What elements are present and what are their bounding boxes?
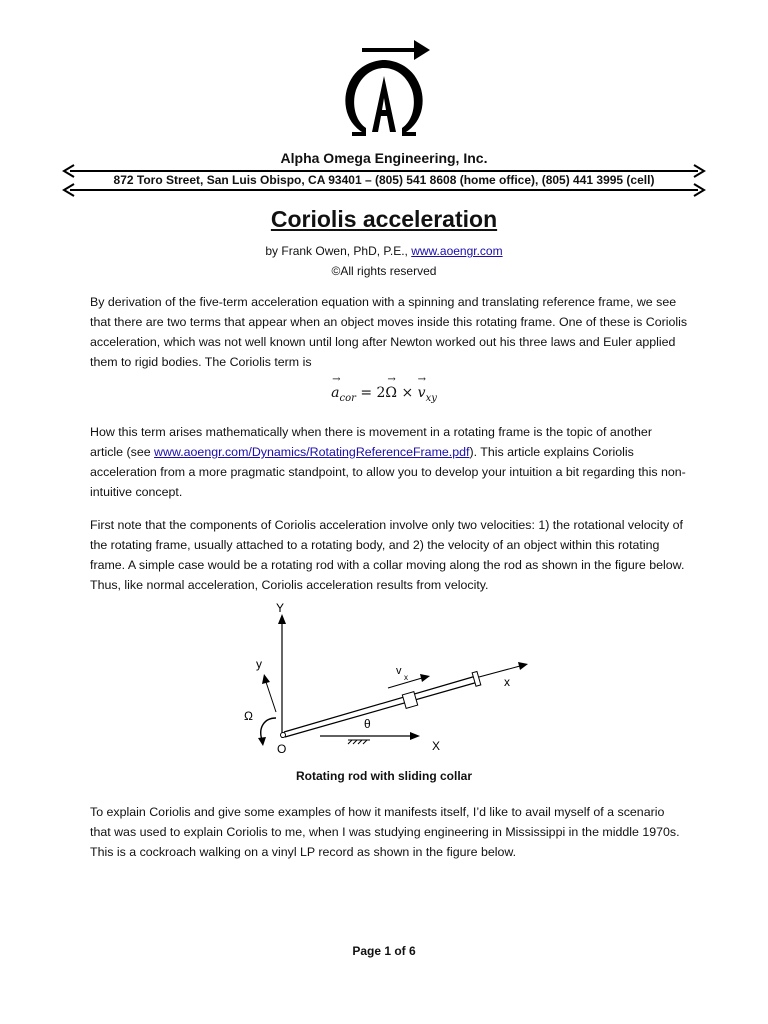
coriolis-equation: a → $_{cor}$ = 2Ω → × v → $_{xy}$ [331,374,437,404]
header-rule-bottom [62,183,706,197]
website-link[interactable]: www.aoengr.com [411,244,503,258]
page-number: Page 1 of 6 [352,944,416,958]
paragraph-2-text-b: ). This article explains Coriolis acceleration from a more pragmatic standpoint, to allow you to develop your intuition a bit regarding this non-intuitive concept. [90,445,686,499]
rights-text: ©All rights reserved [331,264,437,278]
article-title: Coriolis acceleration [270,206,498,232]
label-vx-sub: x [404,673,408,682]
label-O: O [277,742,287,756]
rotating-frame-link[interactable]: www.aoengr.com/Dynamics/RotatingReferenceFrame.pdf [154,445,470,459]
paragraph-1: By derivation of the five-term acceleration equation with a spinning and translating reference frame, we see that there are two terms that appear when an object moves inside this rotating frame. One of these is Coriolis acceleration, which was not well known until long after Newton worked out his three laws and Euler applied them to rigid bodies. The Coriolis term is [90,295,688,369]
paragraph-2-text-a: How this term arises mathematically when there is movement in a rotating frame is the topic of another article (see [90,425,652,459]
label-Y: Y [276,601,285,615]
label-omega: Ω [244,709,253,723]
rotating-rod-figure [236,600,536,760]
company-name: Alpha Omega Engineering, Inc. [280,150,488,166]
label-vx: v [396,665,402,677]
paragraph-4: To explain Coriolis and give some examples of how it manifests itself, I’d like to avail myself of a scenario that was used to explain Coriolis to me, when I was studying engineering in Mississippi in the middle 1970s. This is a cockroach walking on a vinyl LP record as shown in the figure below. [90,805,680,859]
company-logo [336,36,432,146]
byline [0,241,768,281]
label-theta: θ [364,717,371,731]
label-X: X [432,739,441,753]
figure-caption: Rotating rod with sliding collar [296,769,472,783]
byline-text: by Frank Owen, PhD, P.E., [265,244,412,258]
paragraph-3: First note that the components of Coriolis acceleration involve only two velocities: 1) the rotational velocity of the rotating frame, usually attached to a rotating body, and 2) the velocity of an object within this rotating frame. A simple case would be a rotating rod with a collar moving along the rod as shown in the figure below. Thus, like normal acceleration, Coriolis acceleration results from velocity. [90,518,685,592]
label-x: x [504,675,510,689]
label-y: y [256,657,262,671]
company-address: 872 Toro Street, San Luis Obispo, CA 93401 – (805) 541 8608 (home office), (805) 441 3995 (cell) [113,173,655,187]
paragraph-2 [90,422,688,502]
